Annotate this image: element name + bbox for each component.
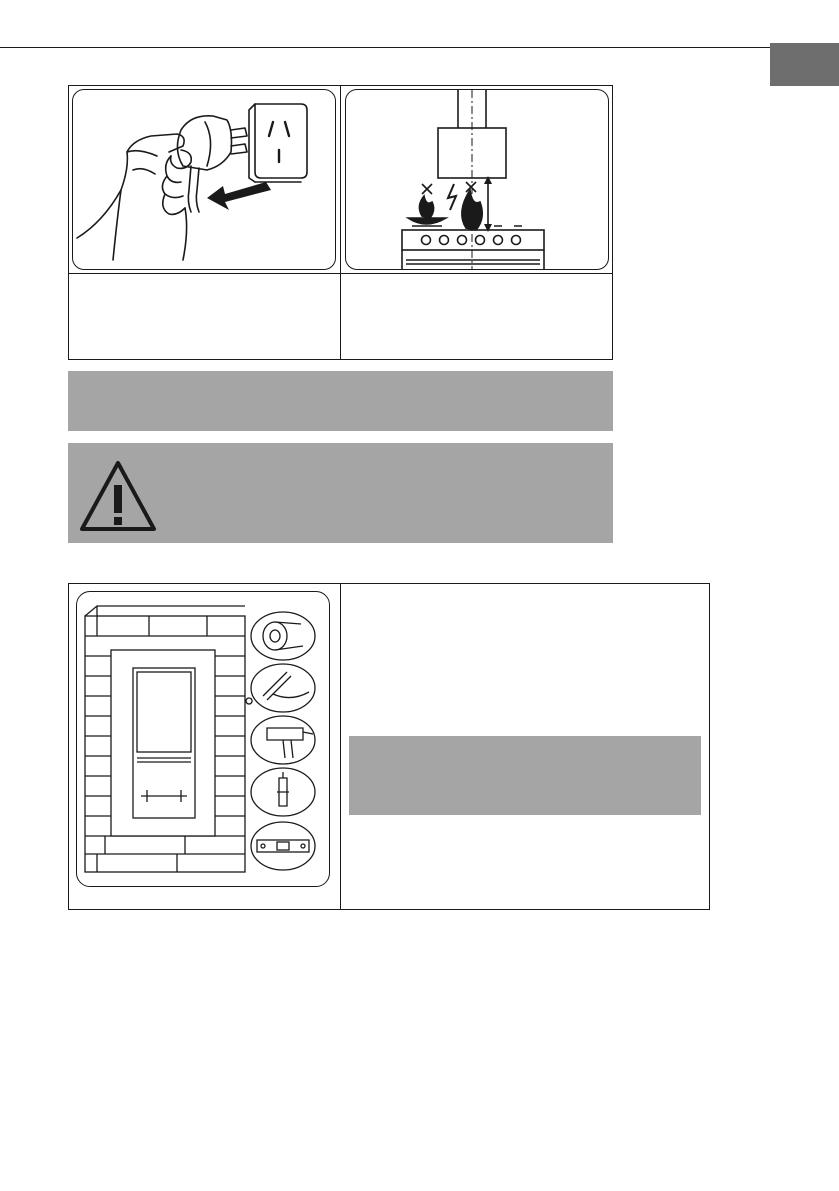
mounting-diagram <box>77 592 329 886</box>
hood-clearance-diagram <box>346 90 608 269</box>
table-bottom-divider-v <box>340 583 341 910</box>
mounting-figure <box>76 591 330 887</box>
hood-clearance-figure <box>345 89 609 270</box>
table-top-divider-h <box>68 273 613 274</box>
unplug-figure <box>72 89 336 270</box>
unplug-icon <box>73 90 335 269</box>
note-box <box>68 371 613 431</box>
header-rule <box>0 47 839 48</box>
warning-triangle-icon <box>78 459 158 533</box>
language-tab <box>770 43 839 86</box>
warning-box <box>68 443 613 543</box>
mounting-note-box <box>349 736 701 815</box>
table-top-divider-v <box>340 85 341 360</box>
